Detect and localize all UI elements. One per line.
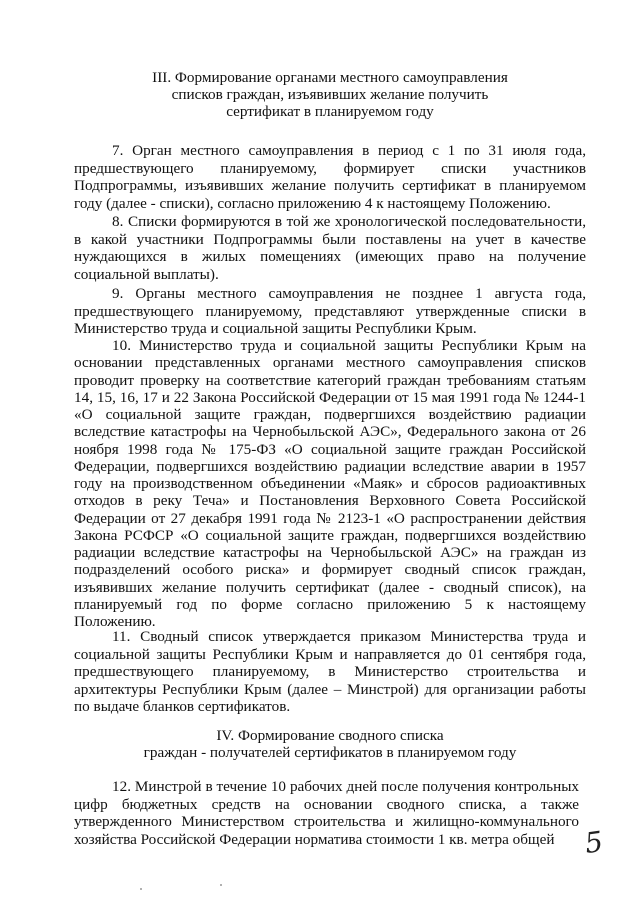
section-4-heading-line-2: граждан - получателей сертификатов в планируемом году xyxy=(143,744,517,761)
handwritten-page-number: 5 xyxy=(582,824,606,861)
scan-speck xyxy=(220,884,222,886)
section-3-heading xyxy=(74,69,586,120)
paragraph-8: 8. Списки формируются в той же хронологической последовательности, в какой участники Подпрограммы были поставлены на учет в качестве нуждающихся в жилых помещениях (имеющих право на получение социальной выплаты). xyxy=(74,213,586,283)
paragraph-9: 9. Органы местного самоуправления не позднее 1 августа года, предшествующего планируемому, представляют утвержденные списки в Министерство труда и социальной защиты Республики Крым. xyxy=(74,285,586,338)
scan-speck xyxy=(140,888,142,890)
section-3-heading-line-2: списков граждан, изъявивших желание получить xyxy=(171,86,489,103)
section-4-heading-line-1: IV. Формирование сводного списка xyxy=(216,727,444,744)
paragraph-10: 10. Министерство труда и социальной защиты Республики Крым на основании представленных органами местного самоуправления списков проводит проверку на соответствие категорий граждан требованиям статьям 14, 15, 16, 17 и 22 Закона Российской Федерации от 15 мая 1991 года № 1244-1 «О социальной защите граждан, подвергшихся воздействию радиации вследствие катастрофы на Чернобыльской АЭС», Федерального закона от 26 ноября 1998 года № 175-ФЗ «О социальной защите граждан Российской Федерации, подвергшихся воздействию радиации вследствие аварии в 1957 году на производственном объединении «Маяк» и сбросов радиоактивных отходов в реку Теча» и Постановления Верховного Совета Российской Федерации от 27 декабря 1991 года № 2123-1 «О распространении действия Закона РСФСР «О социальной защите граждан, подвергшихся воздействию радиации вследствие катастрофы на Чернобыльской АЭС» на граждан из подразделений особого риска» и формирует сводный список граждан, изъявивших желание получить сертификат (далее - сводный список), на планируемый год по форме согласно приложению 5 к настоящему Положению. xyxy=(74,337,586,630)
paragraph-7: 7. Орган местного самоуправления в период с 1 по 31 июля года, предшествующего планируемому, формирует списки участников Подпрограммы, изъявивших желание получить сертификат в планируемом году (далее - списки), согласно приложению 4 к настоящему Положению. xyxy=(74,142,586,212)
paragraph-11: 11. Сводный список утверждается приказом Министерства труда и социальной защиты Республики Крым и направляется до 01 сентября года, предшествующего планируемому, в Министерство строительства и архитектуры Республики Крым (далее – Минстрой) для организации работы по выдаче бланков сертификатов. xyxy=(74,628,586,716)
section-3-heading-line-3: сертификат в планируемом году xyxy=(226,103,434,120)
section-3-heading-line-1: III. Формирование органами местного самоуправления xyxy=(152,69,508,86)
section-4-heading xyxy=(74,727,586,761)
paragraph-12: 12. Минстрой в течение 10 рабочих дней после получения контрольных цифр бюджетных средств на основании сводного списка, а также утвержденного Министерством строительства и жилищно-коммунального хозяйства Российской Федерации норматива стоимости 1 кв. метра общей xyxy=(74,778,579,848)
